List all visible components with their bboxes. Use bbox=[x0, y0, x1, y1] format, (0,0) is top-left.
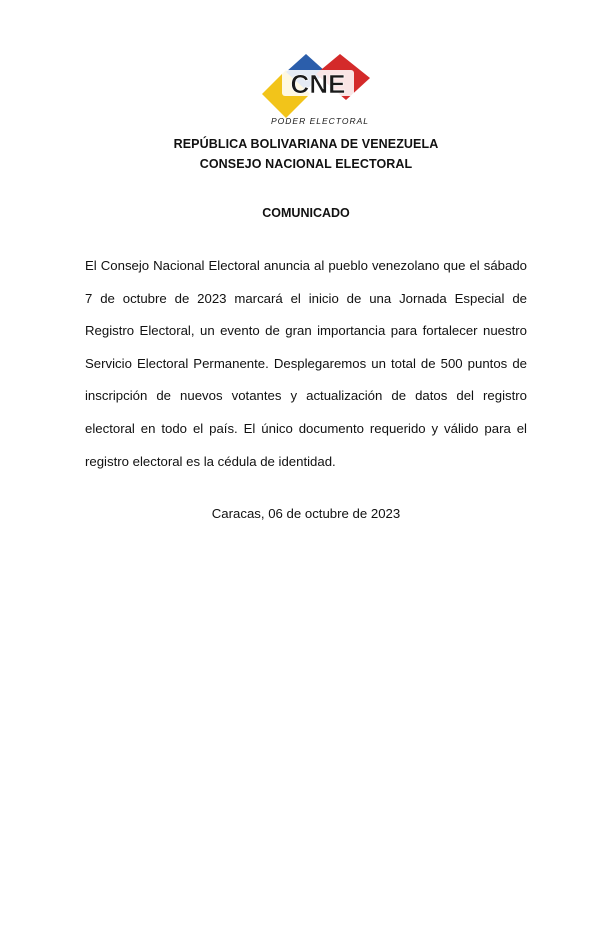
header-republic: REPÚBLICA BOLIVARIANA DE VENEZUELA bbox=[173, 137, 439, 151]
cne-logo-graphic bbox=[256, 52, 376, 130]
header-council: CONSEJO NACIONAL ELECTORAL bbox=[199, 157, 413, 171]
announcement-body: El Consejo Nacional Electoral anuncia al pueblo venezolano que el sábado 7 de octubre de 2023 marcará el inicio de una Jornada Especial de Registro Electoral, un evento de gran importancia para fortalecer nuestro Servicio Electoral Permanente. Desplegaremos un total de 500 puntos de inscripción de nuevos votantes y actualización de datos del registro electoral en todo el país. El único documento requerido y válido para el registro electoral es la cédula de identidad. bbox=[85, 258, 527, 469]
cne-logo bbox=[256, 52, 376, 130]
logo-subtitle: PODER ELECTORAL bbox=[271, 116, 369, 126]
document-title: COMUNICADO bbox=[262, 206, 350, 220]
logo-letters: CNE bbox=[290, 69, 346, 99]
place-date-signoff: Caracas, 06 de octubre de 2023 bbox=[211, 506, 401, 521]
